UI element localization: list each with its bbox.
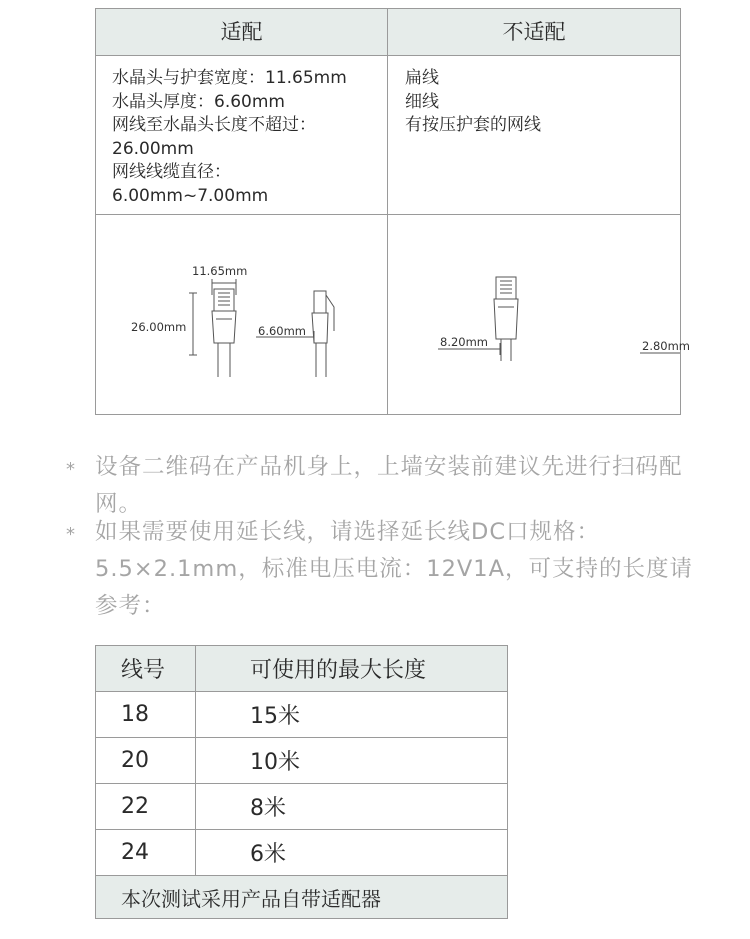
note-qr-code xyxy=(66,449,706,523)
suitable-connector-figure xyxy=(96,215,387,414)
note-bullet: * xyxy=(66,459,76,480)
note-bullet: * xyxy=(66,524,76,545)
rj45-suitable-diagram xyxy=(96,215,387,414)
header-gauge: 线号 xyxy=(96,646,196,692)
thickness-label: 6.60mm xyxy=(258,324,307,338)
header-suitable: 适配 xyxy=(220,20,263,44)
gauge-cell: 24 xyxy=(96,830,196,876)
length-cell: 8米 xyxy=(196,784,508,830)
table-row xyxy=(96,692,508,738)
table-row xyxy=(96,784,508,830)
header-max-length: 可使用的最大长度 xyxy=(196,646,508,692)
spec-line: 网线线缆直径： xyxy=(112,162,231,182)
length-label: 26.00mm xyxy=(131,320,187,334)
unsuitable-connector-figure xyxy=(388,215,691,414)
thickness-label: 2.80mm xyxy=(642,339,691,353)
note-text: 如果需要使用延长线，请选择延长线DC口规格：5.5×2.1mm，标准电压电流：12V1A，可支持的长度请参考： xyxy=(95,519,693,619)
unsuitable-item: 扁线 xyxy=(405,68,439,88)
suitable-spec-list xyxy=(112,67,382,208)
cable-length-table xyxy=(95,645,508,919)
length-cell: 15米 xyxy=(196,692,508,738)
spec-line: 26.00mm xyxy=(112,138,194,159)
rj45-unsuitable-diagram xyxy=(388,215,680,414)
width-label: 11.65mm xyxy=(192,264,248,278)
gauge-cell: 22 xyxy=(96,784,196,830)
gauge-cell: 18 xyxy=(96,692,196,738)
table-row xyxy=(96,738,508,784)
note-text: 设备二维码在产品机身上，上墙安装前建议先进行扫码配网。 xyxy=(95,454,683,517)
spec-line: 水晶头与护套宽度：11.65mm xyxy=(112,68,347,88)
length-cell: 6米 xyxy=(196,830,508,876)
table-footer-row xyxy=(96,876,508,919)
note-extension-cable xyxy=(66,514,706,625)
unsuitable-list xyxy=(405,67,675,138)
spec-line: 6.00mm~7.00mm xyxy=(112,185,269,206)
table-footer: 本次测试采用产品自带适配器 xyxy=(96,876,508,919)
spec-line: 网线至水晶头长度不超过： xyxy=(112,115,316,135)
unsuitable-item: 有按压护套的网线 xyxy=(405,115,541,135)
compatibility-table xyxy=(95,8,691,415)
table-row xyxy=(96,830,508,876)
width-label: 8.20mm xyxy=(440,335,489,349)
table-header-row xyxy=(96,646,508,692)
header-unsuitable: 不适配 xyxy=(502,20,566,44)
unsuitable-item: 细线 xyxy=(405,91,439,112)
gauge-cell: 20 xyxy=(96,738,196,784)
spec-line: 水晶头厚度：6.60mm xyxy=(112,91,285,112)
length-cell: 10米 xyxy=(196,738,508,784)
